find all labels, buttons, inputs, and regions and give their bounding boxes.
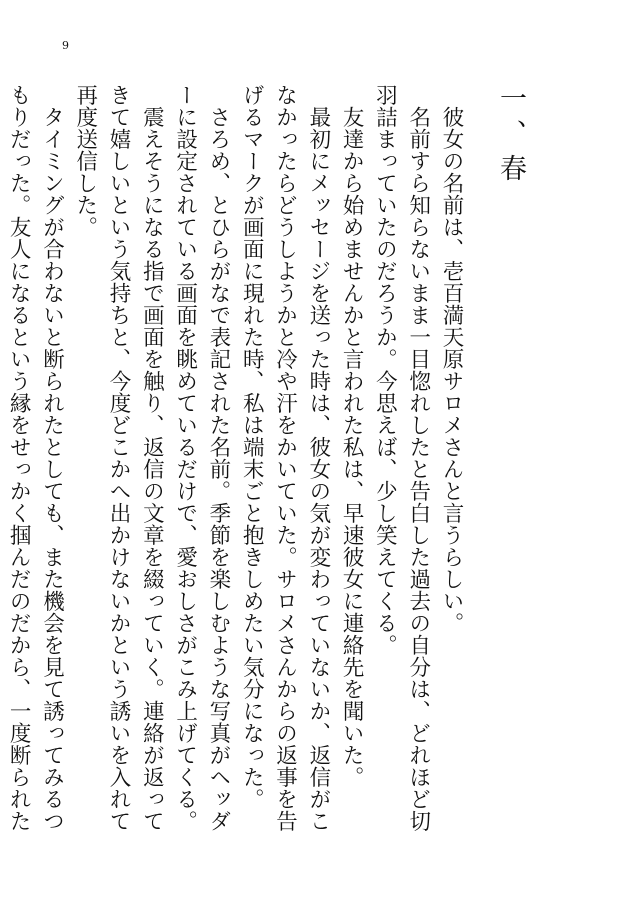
paragraph: 震えそうになる指で画面を触り、返信の文章を綴っていく。連絡が返ってきて嬉しいという気持ちと、今度どこかへ出かけないかという誘いを入れて再度送信した。 — [72, 84, 165, 832]
paragraph: さろめ、とひらがなで表記された名前。季節を楽しむような写真がヘッダーに設定されている画面を眺めているだけで、愛おしさがこみ上げてくる。 — [172, 84, 231, 832]
page-number: 9 — [62, 39, 69, 52]
body-text — [6, 84, 468, 844]
chapter-title: 一、春 — [495, 84, 526, 189]
paragraph: 彼女の名前は、壱百満天原サロメさんと言うらしい。 — [439, 105, 464, 634]
paragraph: 名前すら知らないまま一目惚れしたと告白した過去の自分は、どれほど切羽詰まっていたのだろうか。今思えば、少し笑えてくる。 — [372, 84, 431, 832]
paragraph: 最初にメッセージを送った時は、彼女の気が変わっていないか、返信がこなかったらどうしようかと冷や汗をかいていた。サロメさんからの返事を告げるマークが画面に現れた時、私は端末ごと抱きしめたい気分になった。 — [239, 84, 331, 832]
paragraph: 友達から始めませんかと言われた私は、早速彼女に連絡先を聞いた。 — [339, 105, 365, 788]
paragraph: タイミングが合わないと断られたとしても、また機会を見て誘ってみるつもりだった。友人になるという縁をせっかく掴んだのだから、一度断られた — [6, 84, 65, 832]
